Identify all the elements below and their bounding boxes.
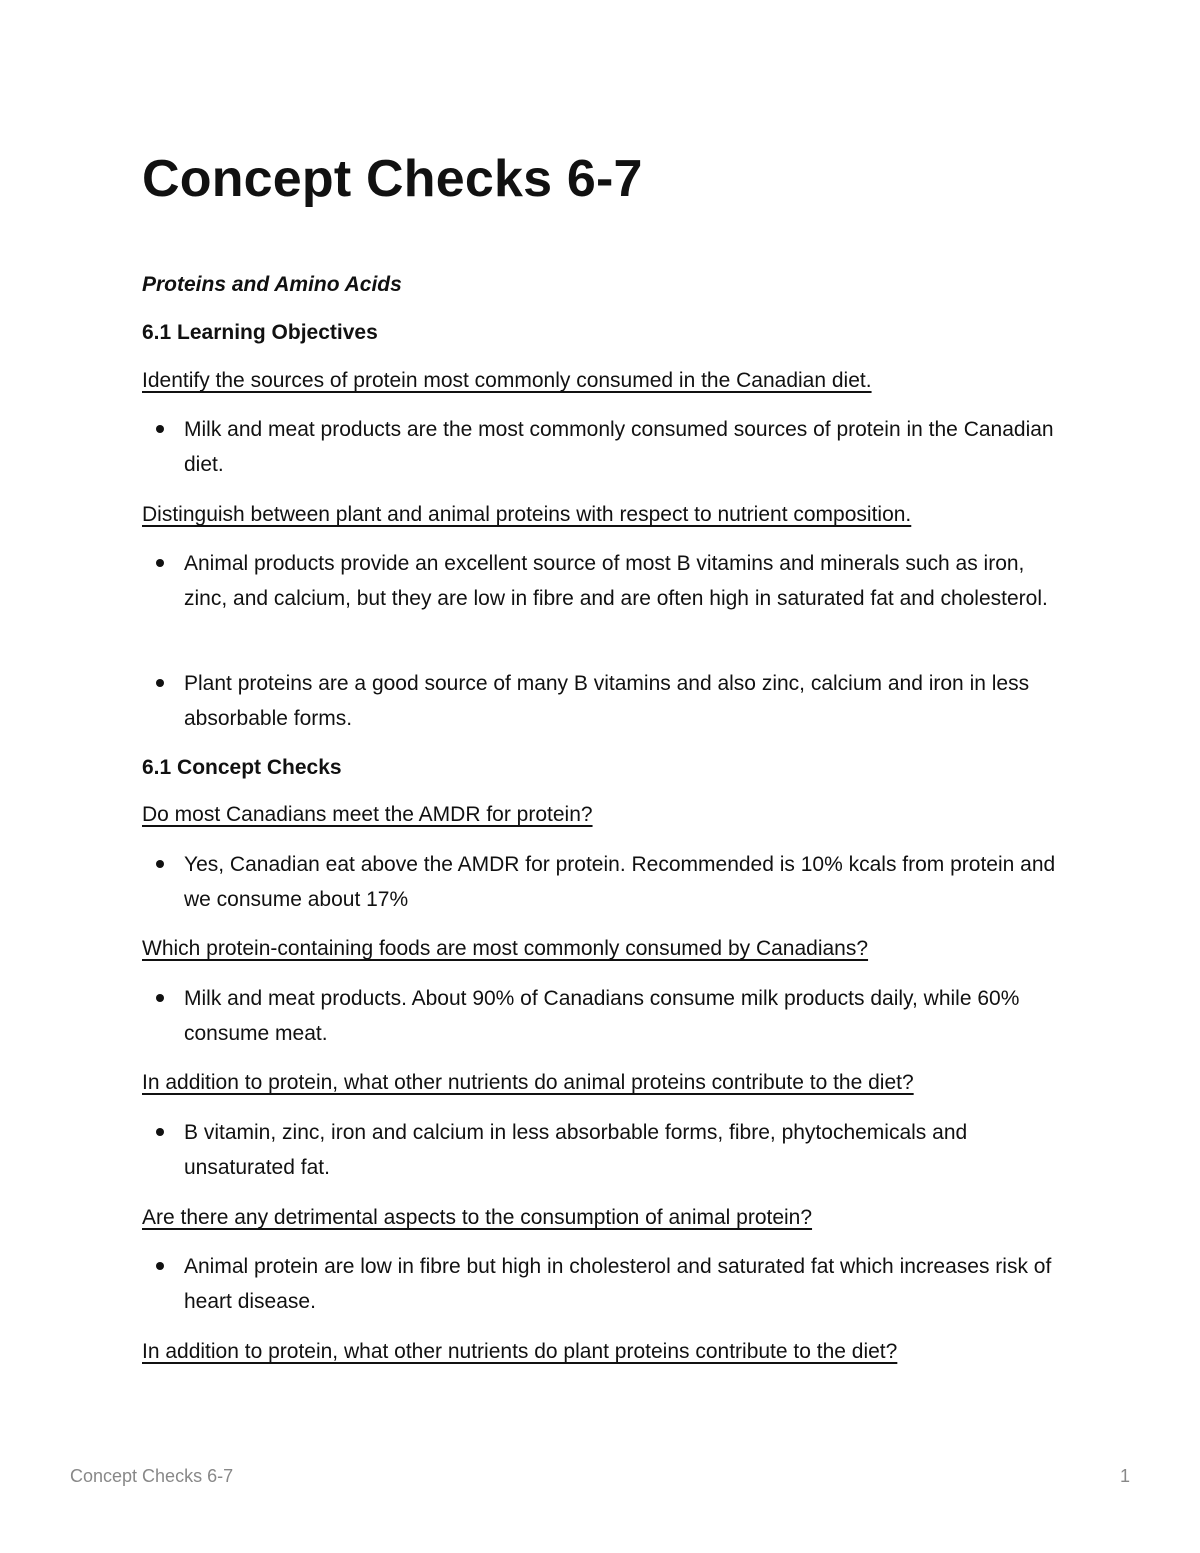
- list-item: [142, 1115, 1072, 1185]
- list-item: [142, 981, 1072, 1051]
- bullet-text: Yes, Canadian eat above the AMDR for protein. Recommended is 10% kcals from protein and we consume about 17%: [184, 853, 1056, 911]
- page-number: 1: [1119, 1466, 1130, 1486]
- learning-objectives-heading: 6.1 Learning Objectives: [142, 321, 378, 344]
- bullet-text: Plant proteins are a good source of many B vitamins and also zinc, calcium and iron in less absorbable forms.: [184, 672, 1030, 730]
- bullet-icon: [156, 679, 164, 687]
- check-question: In addition to protein, what other nutrients do plant proteins contribute to the diet?: [142, 1340, 898, 1363]
- list-item: [142, 1249, 1072, 1319]
- check-question: Are there any detrimental aspects to the consumption of animal protein?: [142, 1206, 813, 1229]
- page-title: Concept Checks 6-7: [142, 150, 643, 208]
- bullet-icon: [156, 1128, 164, 1136]
- bullet-text: Animal products provide an excellent source of most B vitamins and minerals such as iron, zinc, and calcium, but they are low in fibre and are often high in saturated fat and cholesterol.: [184, 552, 1048, 610]
- bullet-icon: [156, 1262, 164, 1270]
- check-question: Do most Canadians meet the AMDR for protein?: [142, 803, 593, 826]
- objective-question: Identify the sources of protein most commonly consumed in the Canadian diet.: [142, 369, 872, 392]
- bullet-icon: [156, 559, 164, 567]
- bullet-text: Milk and meat products are the most commonly consumed sources of protein in the Canadian diet.: [184, 418, 1054, 476]
- bullet-icon: [156, 860, 164, 868]
- section-subtitle: Proteins and Amino Acids: [142, 273, 402, 296]
- bullet-text: Animal protein are low in fibre but high in cholesterol and saturated fat which increases risk of heart disease.: [184, 1255, 1052, 1313]
- bullet-text: B vitamin, zinc, iron and calcium in less absorbable forms, fibre, phytochemicals and unsaturated fat.: [184, 1121, 968, 1179]
- concept-checks-heading: 6.1 Concept Checks: [142, 756, 342, 779]
- list-item: [142, 412, 1072, 482]
- bullet-icon: [156, 994, 164, 1002]
- bullet-icon: [156, 425, 164, 433]
- bullet-text: Milk and meat products. About 90% of Canadians consume milk products daily, while 60% consume meat.: [184, 987, 1020, 1045]
- footer-document-title: Concept Checks 6-7: [70, 1466, 234, 1486]
- list-item: [142, 847, 1072, 917]
- list-item: [142, 666, 1072, 736]
- objective-question: Distinguish between plant and animal proteins with respect to nutrient composition.: [142, 503, 912, 526]
- check-question: Which protein-containing foods are most commonly consumed by Canadians?: [142, 937, 869, 960]
- list-item: [142, 546, 1072, 616]
- check-question: In addition to protein, what other nutrients do animal proteins contribute to the diet?: [142, 1071, 914, 1094]
